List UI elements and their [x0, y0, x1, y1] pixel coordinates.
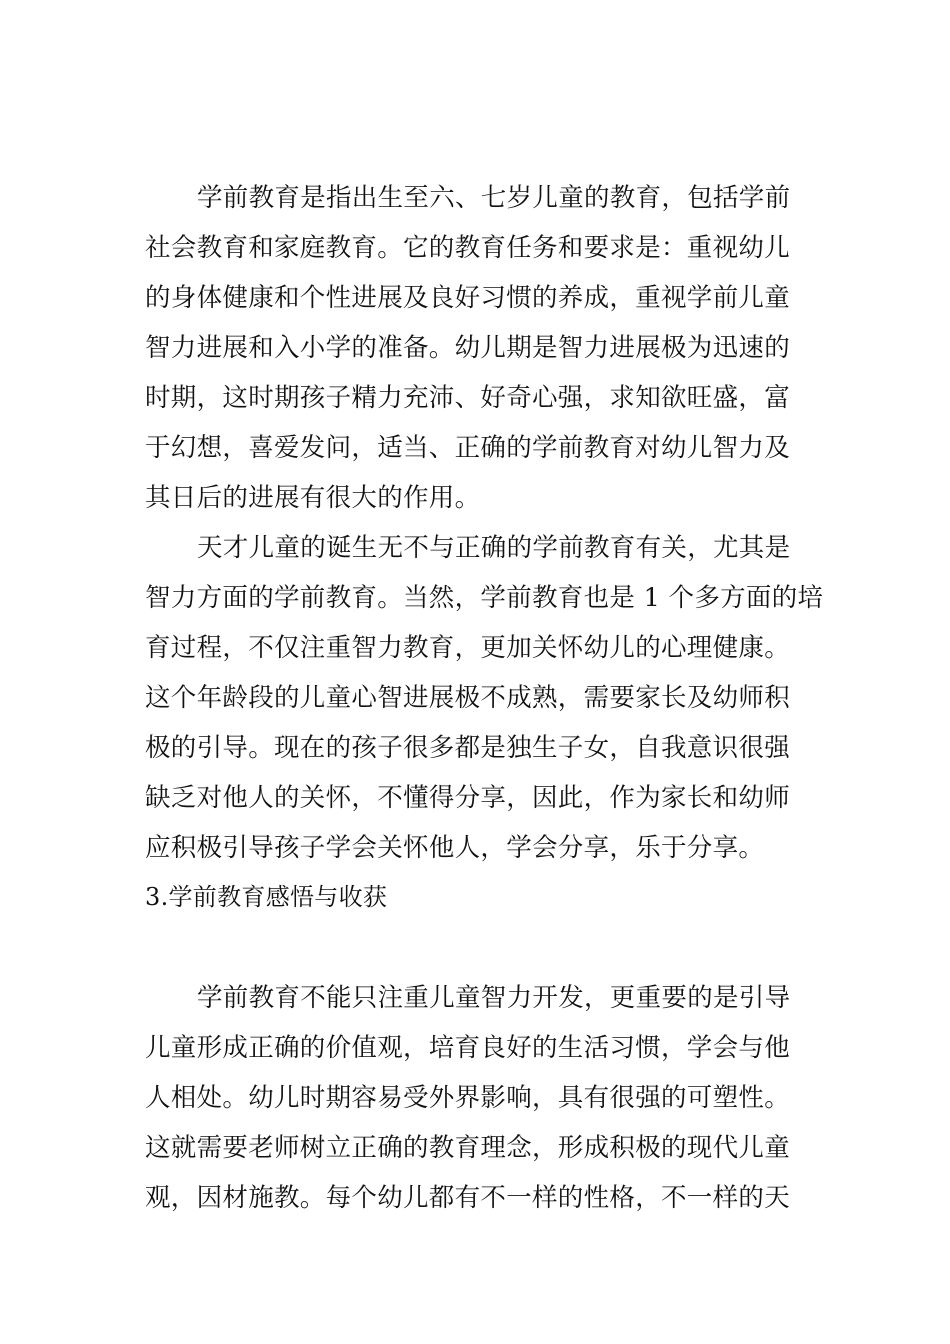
paragraph-line: 学前教育不能只注重儿童智力开发，更重要的是引导 [197, 983, 791, 1013]
paragraph-line: 其日后的进展有很大的作用。 [145, 483, 481, 513]
paragraph-line: 缺乏对他人的关怀，不懂得分享，因此，作为家长和幼师 [145, 783, 791, 813]
section-heading: 3.学前教育感悟与收获 [145, 883, 388, 911]
paragraph-line: 社会教育和家庭教育。它的教育任务和要求是：重视幼儿 [145, 233, 791, 263]
paragraph-line: 于幻想，喜爱发问，适当、正确的学前教育对幼儿智力及 [145, 433, 791, 463]
paragraph-line: 应积极引导孩子学会关怀他人，学会分享，乐于分享。 [145, 833, 765, 863]
paragraph-line: 学前教育是指出生至六、七岁儿童的教育，包括学前 [197, 183, 791, 213]
paragraph-line: 智力进展和入小学的准备。幼儿期是智力进展极为迅速的 [145, 333, 791, 363]
paragraph-line: 儿童形成正确的价值观，培育良好的生活习惯，学会与他 [145, 1033, 791, 1063]
paragraph-line: 观，因材施教。每个幼儿都有不一样的性格，不一样的天 [145, 1183, 791, 1213]
paragraph-line: 时期，这时期孩子精力充沛、好奇心强，求知欲旺盛，富 [145, 383, 791, 413]
paragraph-line: 的身体健康和个性进展及良好习惯的养成，重视学前儿童 [145, 283, 791, 313]
paragraph-line: 这个年龄段的儿童心智进展极不成熟，需要家长及幼师积 [145, 683, 791, 713]
paragraph-line: 这就需要老师树立正确的教育理念，形成积极的现代儿童 [145, 1133, 791, 1163]
paragraph-line: 人相处。幼儿时期容易受外界影响，具有很强的可塑性。 [145, 1083, 791, 1113]
paragraph-line: 智力方面的学前教育。当然，学前教育也是 1 个多方面的培 [145, 583, 824, 613]
paragraph-line: 天才儿童的诞生无不与正确的学前教育有关，尤其是 [197, 533, 791, 563]
paragraph-line: 育过程，不仅注重智力教育，更加关怀幼儿的心理健康。 [145, 633, 791, 663]
paragraph-line: 极的引导。现在的孩子很多都是独生子女，自我意识很强 [145, 733, 791, 763]
